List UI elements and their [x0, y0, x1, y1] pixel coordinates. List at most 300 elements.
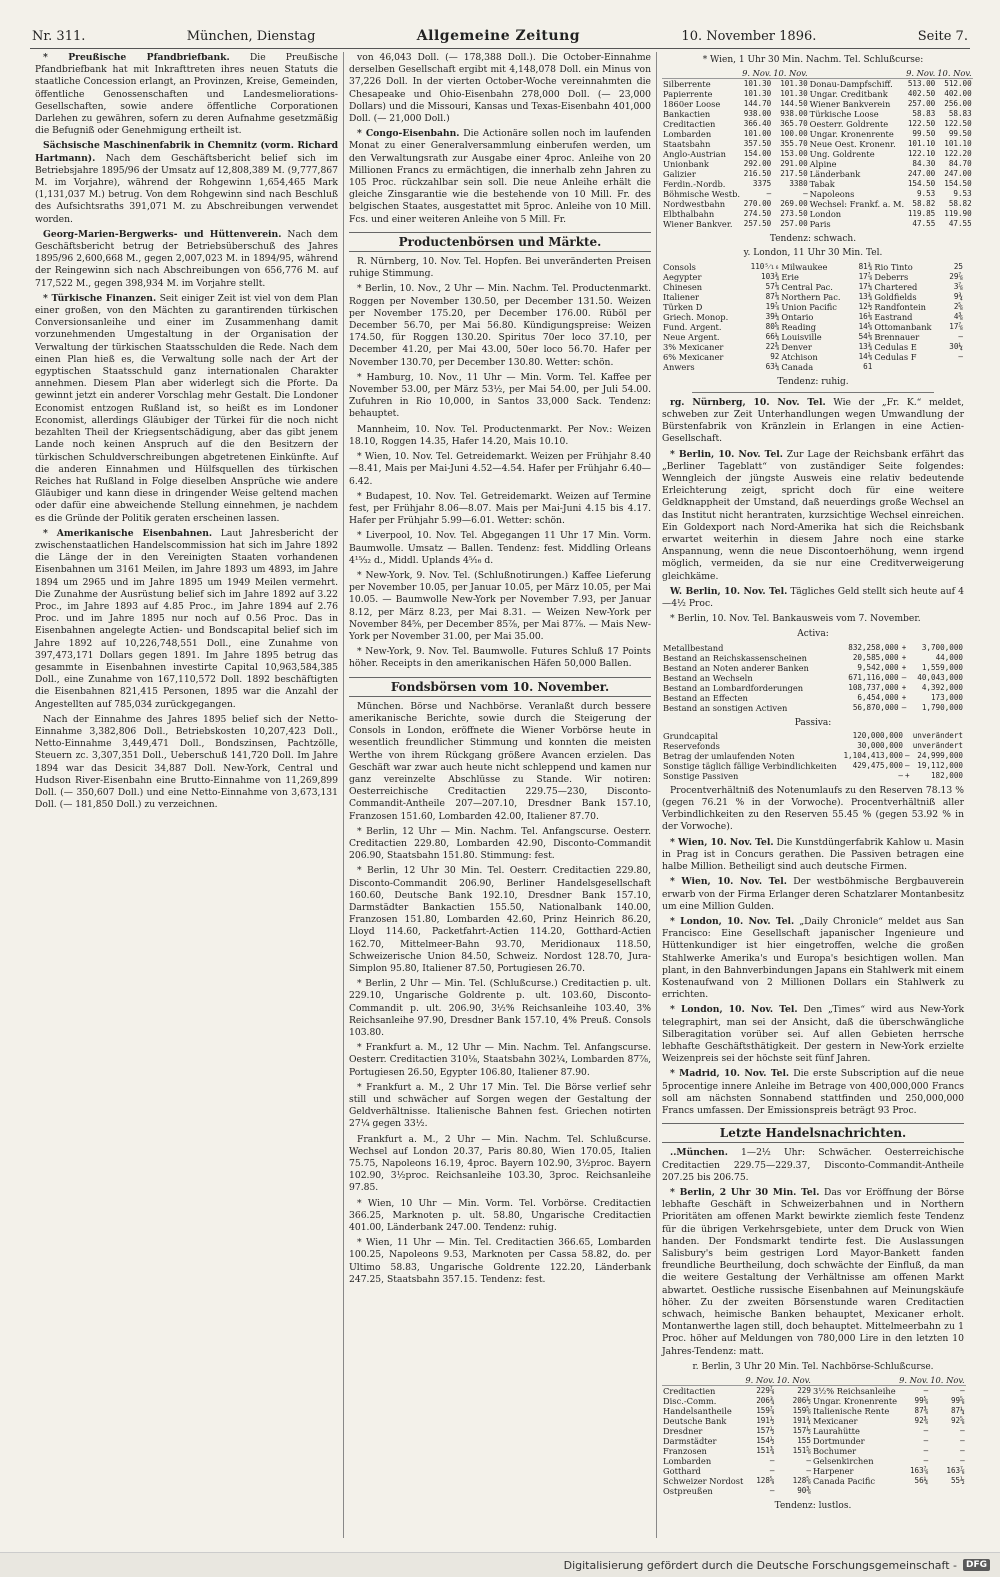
quote-value: —	[960, 1386, 965, 1396]
quote-value: —	[960, 1446, 965, 1456]
news-body: Die erste Subscription auf die neue 5procentige innere Anleihe im Betrage von 400,000,000 Francs soll am nächsten Sonnabend stattfinden und 250,000,000 Francs umfassen. Der Emissionspreis beträgt 93 Proc.	[662, 1068, 964, 1116]
quote-value: 128⅝	[756, 1476, 775, 1486]
passiva-label: Passiva:	[794, 717, 832, 728]
quote-value: —	[898, 770, 903, 780]
quote-value: 1,104,413,000	[843, 750, 903, 760]
table-row	[662, 292, 964, 302]
footer-bar	[0, 1552, 1000, 1577]
security-name: Darmstädter	[663, 1436, 717, 1447]
quote-value: —	[923, 1386, 929, 1396]
security-name: Chinesen	[663, 281, 703, 292]
news-body: „Daily Chronicle“ meldet aus San Francisco: Eine Gesellschaft japanischer Ingenieure und Hüttenkundiger ist hier eingetroffen, welche die großen Stahlwerke Amerika's und Europa's besichtigen wollen. Man plant, in den Bahnverbindungen Japans ein Stahlwerk mit einem Kostenaufwand von 2 Millionen Dollars ein Stahlwerk zu errichten.	[662, 915, 965, 1001]
table-row	[662, 1416, 966, 1426]
quote-value: 159⅞	[756, 1406, 775, 1416]
table-row	[662, 751, 964, 761]
table-row	[662, 1396, 966, 1406]
quote-value	[904, 731, 911, 741]
security-name: 1860er Loose	[663, 99, 721, 110]
table-row	[662, 139, 973, 149]
quote-value: 671,116,000	[848, 672, 899, 682]
quote-value: 101.30	[780, 79, 808, 89]
quote-value: 101.30	[743, 79, 772, 89]
quote-value: 157½	[756, 1426, 775, 1436]
security-name: Wiener Bankverein	[809, 99, 891, 110]
quote-value: 154.50	[944, 179, 972, 189]
quote-value: 270.00	[743, 199, 772, 209]
article-lead: * Congo-Eisenbahn.	[357, 128, 460, 140]
report-item: München. Börse und Nachbörse. Veranlaßt durch bessere amerikanische Berichte, sowie durch die Steigerung der Consols in London, eröffnete die Wiener Vorbörse heute in wesentlich freundlicher Stimmung und konnten die meisten Werthe von ihrem Rückgang größere Avancen erzielen. Das Geschäft war zwar auch heute nicht schleppend und kamen nur ganz vereinzelte Abschlüsse zu Stande. Wir notiren: Oesterreichische Creditactien 229.75—230, Disconto-Commandit-Antheile 207—207.10, Dresdner Bank 157.10, Franzosen 151.60, Lombarden 42.00, Italiener 87.70.	[349, 700, 651, 822]
table-row	[662, 1386, 966, 1397]
table-header-row	[662, 1375, 966, 1386]
article-body: Die Preußische Pfandbriefbank hat mit Inkrafttreten ihres neuen Statuts die staatliche Concession erlangt, an Provinzen, Kreise, Gemeinden, öffentliche Genossenschaften und Landesmeliorations-Gesellschaften, sowie andere öffentliche Corporationen Darlehen zu gewähren, sofern zu deren Aufnahme gesetzmäßig die Befugniß oder Genehmigung ertheilt ist.	[35, 52, 338, 137]
report-item: * New-York, 9. Nov. Tel. (Schlußnotirungen.) Kaffee Lieferung per November 10.05, per Januar 10.05, per März 10.05, per Mai 10.05. — Baumwolle New-York per November 7.93, per Januar 8.12, per März 8.23, per Mai 8.31. — Weizen New-York per November 84⅝, per December 85⅞, per Mai 87⅞. — Mais New-York per November 31.00, per Mai 35.00.	[349, 569, 651, 642]
table-row	[662, 673, 964, 683]
table-row	[662, 731, 964, 741]
security-name: Goldfields	[874, 291, 917, 302]
quote-value: 365.70	[780, 119, 808, 129]
quote-value: 159⅝	[792, 1406, 811, 1416]
security-name: Denver	[781, 341, 812, 352]
quote-value: 29⅞	[949, 271, 963, 281]
security-name: 3½% Reichsanleihe	[812, 1386, 896, 1397]
quote-value: 17¼	[858, 281, 873, 291]
security-name: Union Pacific	[781, 301, 837, 312]
quote-value: 57⅛	[765, 281, 780, 291]
quote-value: 101.30	[780, 89, 808, 99]
security-name: Tabak	[809, 179, 835, 190]
quote-value: 101.10	[944, 139, 972, 149]
quote-value: 47.55	[912, 219, 936, 229]
quote-value: —	[905, 750, 910, 760]
security-name: Napoleons	[809, 189, 855, 200]
article-lead: Georg-Marien-Bergwerks- und Hüttenverein.	[43, 228, 282, 240]
security-name: Anwers	[663, 361, 695, 372]
security-name: Bestand an Lombardforderungen	[663, 682, 804, 693]
table-row	[662, 352, 964, 362]
report-item: * Hamburg, 10. Nov., 11 Uhr — Min. Vorm. Tel. Kaffee per November 53.00, per März 53½, per Mai 54.00, per Juli 54.00. Zufuhren in Rio 10,000, in Santos 33,000 Sack. Tendenz: behauptet.	[349, 371, 651, 420]
quote-value: 206¾	[756, 1396, 775, 1406]
security-name: Gotthard	[663, 1466, 701, 1477]
quote-value: 13¾	[858, 341, 873, 351]
quote-value: 100.00	[780, 129, 808, 139]
security-name: Deutsche Bank	[663, 1416, 727, 1427]
quote-value: 87¼	[950, 1406, 965, 1416]
quote-value: 366.40	[743, 119, 772, 129]
table-row	[662, 663, 964, 673]
security-name: Betrag der umlaufenden Noten	[663, 750, 795, 761]
quote-value: 247.00	[907, 169, 936, 179]
news-lead: * Berlin, 10. Nov. Tel.	[670, 448, 783, 460]
quote-value: 3380	[789, 179, 808, 189]
quote-value: —	[958, 351, 963, 361]
quote-value: —	[901, 702, 907, 712]
security-name: Rio Tinto	[874, 261, 913, 272]
quote-value: 39¼	[765, 311, 780, 321]
quote-value: +	[901, 642, 907, 652]
security-name: Creditactien	[663, 119, 716, 130]
column-1	[30, 52, 343, 1538]
security-name: 3% Mexicaner	[663, 341, 724, 352]
column-date: 10. Nov.	[773, 68, 808, 79]
quote-value	[898, 1486, 929, 1496]
table-row	[662, 771, 964, 781]
quote-value: 40,043,000	[917, 672, 963, 682]
quote-value: 24,999,000	[917, 750, 963, 760]
column-date	[809, 68, 905, 79]
security-name: Dortmunder	[812, 1436, 865, 1447]
quote-value: —	[806, 1456, 811, 1466]
table-row	[662, 1486, 966, 1496]
quote-value: 17⅞	[949, 321, 963, 331]
news-item	[662, 449, 964, 583]
quote-value: —	[905, 760, 910, 770]
quote-value: 151⅜	[756, 1446, 775, 1456]
quote-value: 144.50	[780, 99, 808, 109]
quote-value: 229	[797, 1386, 811, 1396]
page-number: Nr. 311.	[32, 29, 86, 44]
quote-value: 513.00	[907, 79, 936, 89]
quote-value: 257.00	[907, 99, 936, 109]
news-body: Die Kunstdüngerfabrik Kahlow u. Masin in Prag ist in Concurs gerathen. Die Passiven betragen eine halbe Million. Betheiligt sind auch deutsche Firmen.	[662, 836, 965, 873]
security-name: Donau-Dampfschiff.	[809, 79, 893, 90]
table-row	[662, 653, 964, 663]
article-body: Die Actionäre sollen noch im laufenden Monat zu einer Generalversammlung einberufen werden, um den Verwaltungsrath zur Ausgabe einer 4proc. Anleihe von 20 Millionen Francs zu ermächtigen, die innerhalb zehn Jahren zu 105 Proc. rückzahlbar sein soll. Die neue Anleihe erhält die gleiche Zinsgarantie wie die bestehende von 10 Mill. Fr. des belgischen Staates, ausgestattet mit 5proc. Anleihe von 10 Mill. Fcs. und einer weiteren Anleihe von 5 Mill. Fr.	[349, 128, 651, 225]
london-tendency: Tendenz: ruhig.	[777, 376, 849, 387]
table-row	[662, 189, 973, 199]
quote-value: 101.10	[907, 139, 936, 149]
quote-value: 13¾	[858, 291, 873, 301]
quote-value: 56,870,000	[852, 702, 899, 712]
quote-value	[929, 1486, 965, 1496]
column-date: 10. Nov.	[930, 1375, 965, 1386]
quote-value: 63¼	[765, 361, 780, 371]
security-name: Oesterr. Goldrente	[809, 119, 889, 130]
quote-value: 357.50	[743, 139, 772, 149]
quote-value: 110⁵⁄₁₆	[750, 261, 780, 271]
security-name	[812, 1486, 898, 1496]
quote-value: —	[960, 1436, 965, 1446]
table-row	[662, 1476, 966, 1486]
security-name: Alpine	[809, 159, 837, 170]
nachboerse-table	[662, 1375, 966, 1496]
security-name: Länderbank	[809, 169, 861, 180]
security-name: Disc.-Comm.	[663, 1396, 717, 1407]
news-lead: * Wien, 10. Nov. Tel.	[670, 876, 787, 888]
table-row	[662, 1446, 966, 1456]
table-row	[662, 342, 964, 352]
table-row	[662, 1456, 966, 1466]
article-body: Seit einiger Zeit ist viel von dem Plan einer großen, von den Mächten zu garantirenden türkischen Conversionsanleihe und einer im Zusammenhang damit vorzunehmenden Umgestaltung in der Organisation der Verwaltung der türkischen Staatsschulden die Rede. Nach dem einen Plan hieß es, die Verwaltung solle nach der Art der egyptischen Staatsschuld ganz internationalen Charakter annehmen. Diesem Plan aber widerlegt sich die Pforte. Da gewinnt jetzt ein anderer Vorschlag mehr Gestalt. Die Londoner Economist entzogen Rußland ist, so heißt es im Londoner Economist, allerdings Gläubiger der Türkei für die noch nicht bezahlten Theil der Kriegsentschädigung, aber das gibt jenem Lande noch keinen Anspruch auf die den Besitzern der türkischen Schuldverschreibungen abgetretenen Einkünfte. Auf die anderen Einnahmen und Hülfsquellen des türkischen Reiches hat Rußland in Folge dieselben Ansprüche wie andere Gläubiger und kann diese in dringender Weise geltend machen oder dafür eine abweichende Stellung einnehmen, je nachdem es die Gründe der Politik geraten erscheinen lassen.	[35, 292, 339, 524]
security-name: Böhmische Westb.	[663, 189, 741, 200]
quote-value: 87⅜	[914, 1406, 929, 1416]
quote-value: 154½	[756, 1436, 775, 1446]
aktiva-label: Activa:	[797, 629, 829, 640]
news-body: Den „Times“ wird aus New-York telegraphirt, man sei der Ansicht, daß die überschwängliche Silberagitation vorüber sei. Auf allen Gebieten herrsche lebhafte Geschäftsthätigkeit. Der gestern in New-York erzielte Weizenpreis sei der höchste seit fünf Jahren.	[662, 1004, 965, 1065]
table-row	[662, 149, 973, 159]
article-lead: * Amerikanische Eisenbahnen.	[43, 527, 213, 539]
column-date	[662, 1375, 744, 1386]
masthead	[30, 28, 970, 49]
security-name: Lombarden	[663, 129, 712, 140]
news-item	[662, 1004, 964, 1065]
article	[35, 140, 338, 225]
security-name: Ontario	[781, 311, 814, 322]
security-name: Anglo-Austrian	[663, 149, 726, 160]
news-item	[662, 1147, 964, 1184]
quote-value: 122.20	[944, 149, 972, 159]
report-item: * Frankfurt a. M., 2 Uhr 17 Min. Tel. Die Börse verlief sehr still und schwächer auf Sorgen wegen der Gestaltung der Geldverhältnisse. Italienische Bahnen fest. Griechen notirten 27¼ gegen 33½.	[349, 1081, 651, 1130]
issue-date: 10. November 1896.	[681, 29, 817, 44]
quote-value: 92	[770, 351, 780, 361]
quote-value: 9.53	[953, 189, 972, 199]
quote-value: 429,475,000	[852, 760, 903, 770]
quote-value: 2⅝	[953, 301, 963, 311]
table-row	[662, 262, 964, 272]
quote-value: —	[923, 1446, 929, 1456]
dfg-logo: DFG	[963, 1559, 990, 1571]
quote-value: 1,559,000	[921, 662, 963, 672]
column-3	[656, 52, 972, 1538]
security-name: Griech. Monop.	[663, 311, 729, 322]
quote-value: 217.50	[780, 169, 808, 179]
markets-list	[349, 256, 651, 671]
quote-value: 119.90	[944, 209, 972, 219]
quote-value: 47.55	[948, 219, 972, 229]
table-row	[662, 79, 973, 90]
report-item: * Wien, 10. Nov. Tel. Getreidemarkt. Weizen per Frühjahr 8.40—8.41, Mais per Mai-Juni 4.52—4.54. Hafer per Frühjahr 6.40—6.42.	[349, 451, 651, 487]
quote-value: 87⅛	[765, 291, 780, 301]
security-name: Brennauer	[874, 331, 920, 342]
table-row	[662, 282, 964, 292]
security-name: Cedulas F	[874, 351, 917, 362]
report-item: * Berlin, 12 Uhr 30 Min. Tel. Oesterr. Creditactien 229.80, Disconto-Commandit 206.90, Berliner Handelsgesellschaft 160.60, Deutsche Bank 192.10, Dresdner Bank 157.10, Darmstädter Bankactien 155.50, Nationalbank 140.00, Franzosen 151.80, Lombarden 42.60, Prinz Heinrich 86.20, Lloyd 114.60, Packetfahrt-Actien 114.20, Gotthard-Actien 162.70, Mittelmeer-Bahn 93.70, Meridionaux 118.50, Schweizerische Union 84.50, Schweiz. Nordost 128.70, Jura-Simplon 95.80, Italiener 87.50, Portugiesen 26.70.	[349, 865, 651, 975]
quote-value: 257.00	[780, 219, 808, 229]
security-name: Canada	[781, 361, 814, 372]
quote-value	[904, 741, 911, 751]
quote-value: 44,000	[935, 652, 963, 662]
security-name: Sonstige täglich fällige Verbindlichkeiten	[663, 760, 837, 771]
london-quotes-heading: y. London, 11 Uhr 30 Min. Tel.	[743, 248, 883, 259]
news-item	[662, 397, 964, 446]
report-item: * Berlin, 12 Uhr — Min. Nachm. Tel. Anfangscurse. Oesterr. Creditactien 229.80, Lombarden 42.90, Disconto-Commandit 206.90, Staatsbahn 151.80. Stimmung: fest.	[349, 825, 651, 862]
quote-value: 122.10	[907, 149, 936, 159]
quote-value: 938.00	[743, 109, 772, 119]
security-name: Metallbestand	[663, 642, 724, 653]
quote-value: 122.50	[907, 119, 936, 129]
article-congo	[349, 128, 651, 226]
quote-value: 14⅝	[858, 321, 873, 331]
quote-value: 3⅞	[953, 281, 963, 291]
table-row	[662, 312, 964, 322]
section-heading-products: Productenbörsen und Märkte.	[349, 232, 651, 252]
column-date: 9. Nov.	[906, 68, 936, 79]
news-lead: * Berlin, 2 Uhr 30 Min. Tel.	[670, 1186, 820, 1198]
quote-value: 3,700,000	[921, 642, 963, 652]
quote-value: 99.50	[948, 129, 972, 139]
quote-value: unverändert	[912, 730, 963, 740]
security-name: Neue Argent.	[663, 331, 720, 342]
table-row	[662, 322, 964, 332]
report-item: R. Nürnberg, 10. Nov. Tel. Hopfen. Bei unveränderten Preisen ruhige Stimmung.	[349, 256, 651, 280]
table-row	[662, 693, 964, 703]
quote-value: 247.00	[944, 169, 972, 179]
table-row	[662, 643, 964, 653]
quote-value: 154.00	[743, 149, 772, 159]
quote-value: 119.85	[907, 209, 936, 219]
quote-value: 30¼	[949, 341, 963, 351]
quote-value: 92⅝	[950, 1416, 965, 1426]
article-body: Nach der Einnahme des Jahres 1895 belief sich der Netto-Einnahme 3,382,806 Doll., Betriebskosten 10,207,423 Doll., Netto-Einnahme 3,449,471 Doll., Bondszinsen, Pachtzölle, Steuern zc. 3,307,351 Doll., Ueberschuß 141,720 Doll. Im Jahre 1894 war das Desicit 34,887 Doll. New-York, Central und Hudson River-Eisenbahn eine Brutto-Einnahme von 11,269,899 Doll. (— 350,607 Doll.) und eine Netto-Einnahme von 3,673,131 Doll. (— 181,850 Doll.) zu verzeichnen.	[35, 713, 338, 811]
security-name: Ferdin.-Nordb.	[663, 179, 726, 190]
quote-value: 55½	[950, 1476, 965, 1486]
quote-value: 1,790,000	[921, 702, 963, 712]
quote-value: +	[901, 662, 907, 672]
news-lead: W. Berlin, 10. Nov. Tel.	[670, 585, 788, 597]
column-date: 9. Nov.	[742, 68, 772, 79]
aktiva-table	[662, 643, 964, 713]
quote-value: —	[923, 1456, 929, 1466]
security-name: Türkische Loose	[809, 109, 879, 120]
table-row	[662, 109, 973, 119]
quote-value: 154.50	[907, 179, 936, 189]
quote-value: 54⅛	[858, 331, 873, 341]
quote-value: 512.00	[944, 79, 972, 89]
quote-value: 216.50	[743, 169, 772, 179]
quote-value: 191¾	[792, 1416, 811, 1426]
quote-value: 17⅞	[858, 271, 873, 281]
security-name: Louisville	[781, 331, 822, 342]
report-item: * Budapest, 10. Nov. Tel. Getreidemarkt. Weizen auf Termine fest, per Frühjahr 8.06—8.07. Mais per Mai-Juni 4.15 bis 4.17. Hafer per Frühjahr 5.99—6.01. Wetter: schön.	[349, 490, 651, 527]
article-body: Nach dem Geschäftsbericht belief sich im Betriebsjahre 1895/96 der Umsatz auf 12,808,389 M. (9,777,867 M. im Vorjahre), während der Rohgewinn 1,654,465 Mark (1,131,037 M.) betrug. Von dem Rohgewinn sind nach Beschluß des Aufsichtsraths 391,071 M. zu Abschreibungen verwendet worden.	[35, 152, 338, 225]
quote-value: 9,542,000	[857, 662, 899, 672]
quote-value: 103¾	[761, 271, 780, 281]
security-name: London	[809, 209, 842, 220]
quote-value: 191½	[756, 1416, 775, 1426]
quote-value: 19⅞	[765, 301, 780, 311]
news-lead: * London, 10. Nov. Tel.	[670, 1004, 798, 1016]
table-row	[662, 1466, 966, 1476]
quote-value: 84.70	[948, 159, 972, 169]
security-name: Lombarden	[663, 1456, 712, 1467]
quote-value: 84.30	[912, 159, 936, 169]
table-row	[662, 761, 964, 771]
quote-value: 101.30	[743, 89, 772, 99]
quote-value: 66¼	[765, 331, 780, 341]
security-name: Bestand an Noten anderer Banken	[663, 662, 809, 673]
report-item: * New-York, 9. Nov. Tel. Baumwolle. Futures Schluß 17 Points höher. Receipts in den amerikanischen Häfen 50,000 Ballen.	[349, 646, 651, 670]
security-name: Deberrs	[874, 271, 909, 282]
quote-value: 229⅞	[756, 1386, 775, 1396]
security-name: Türken D	[663, 301, 703, 312]
table-row	[662, 332, 964, 342]
quote-value: 4⅜	[953, 311, 963, 321]
london-quotes-table	[662, 262, 964, 372]
exchanges-list	[349, 701, 651, 1286]
quote-value: 22⅜	[765, 341, 780, 351]
nachboerse-heading: r. Berlin, 3 Uhr 20 Min. Tel. Nachbörse-Schlußcurse.	[692, 1361, 934, 1372]
quote-value: 182,000	[930, 770, 963, 780]
article	[35, 714, 338, 812]
paper-title: Allgemeine Zeitung	[416, 28, 581, 44]
quote-value: 108,737,000	[848, 682, 899, 692]
column-date: 9. Nov.	[745, 1375, 775, 1386]
funding-note: Digitalisierung gefördert durch die Deutsche Forschungsgemeinschaft -	[563, 1558, 957, 1572]
passiva-table	[662, 731, 964, 781]
quote-value: 120,000,000	[852, 730, 903, 740]
page-label: Seite 7.	[917, 29, 968, 44]
security-name: Atchison	[781, 351, 818, 362]
table-row	[662, 272, 964, 282]
article	[35, 52, 338, 137]
quote-value: 151⅝	[792, 1446, 811, 1456]
table-row	[662, 159, 973, 169]
security-name: Papierrente	[663, 89, 713, 100]
security-name: Ostpreußen	[663, 1486, 713, 1497]
quote-value: 99⅝	[914, 1396, 929, 1406]
report-item: * Wien, 10 Uhr — Min. Vorm. Tel. Vorbörse. Creditactien 366.25, Marknoten p. ult. 58.80, Ungarische Creditactien 401.00, Länderbank 247.00. Tendenz: ruhig.	[349, 1197, 651, 1234]
table-row	[662, 199, 973, 209]
news-item	[662, 586, 964, 610]
article	[35, 293, 338, 525]
quote-value: 155	[797, 1436, 811, 1446]
quote-value: 9¾	[953, 291, 963, 301]
table-row	[662, 362, 964, 372]
security-name: Nordwestbahn	[663, 199, 726, 210]
table-row	[662, 99, 973, 109]
quote-value: 163⅞	[909, 1466, 929, 1476]
article-lead: * Preußische Pfandbriefbank.	[43, 52, 230, 63]
table-header-row	[662, 68, 973, 79]
security-name: Neue Oest. Kronenr.	[809, 139, 896, 150]
security-name: Sonstige Passiven	[663, 770, 739, 781]
place-day: München, Dienstag	[186, 29, 316, 44]
wien-tendency: Tendenz: schwach.	[769, 234, 857, 245]
quote-value: —	[769, 1486, 775, 1496]
security-name: Franzosen	[663, 1446, 707, 1457]
security-name: Reservefonds	[663, 740, 720, 751]
report-item: * Liverpool, 10. Nov. Tel. Abgegangen 11 Uhr 17 Min. Vorm. Baumwolle. Umsatz — Ballen. Tendenz: fest. Middling Orleans 4¹⁵⁄₃₂ d., Middl. Uplands 4⁵⁄₁₆ d.	[349, 530, 651, 566]
security-name: Ungar. Creditbank	[809, 89, 888, 100]
news-lead: * London, 10. Nov. Tel.	[670, 915, 795, 927]
column-date	[662, 68, 741, 79]
report-item: Mannheim, 10. Nov. Tel. Productenmarkt. Per Nov.: Weizen 18.10, Roggen 14.35, Hafer 14.20, Mais 10.10.	[349, 423, 651, 447]
news-lead: rg. Nürnberg, 10. Nov. Tel.	[670, 396, 826, 408]
quote-value: 4,392,000	[921, 682, 963, 692]
quote-value: 92⅜	[914, 1416, 929, 1426]
table-row	[662, 1436, 966, 1446]
table-row	[662, 302, 964, 312]
table-row	[662, 1406, 966, 1416]
quote-value: 163⅞	[946, 1466, 965, 1476]
quote-value: —	[901, 672, 907, 682]
security-name: Bankactien	[663, 109, 711, 120]
bank-note: Procentverhältniß des Notenumlaufs zu den Reserven 78.13 % (gegen 76.21 % in der Vorwoche). Procentverhältniß aller Verbindlichkeiten zu den Reserven 55.45 % (gegen 53.92 % in der Vorwoche).	[662, 784, 964, 833]
table-row	[662, 703, 964, 713]
quote-value: 6,454,000	[857, 692, 899, 702]
quote-value: 128⅝	[792, 1476, 811, 1486]
table-row	[662, 129, 973, 139]
quote-value: —	[803, 189, 808, 199]
table-row	[662, 683, 964, 693]
quote-value: 938.00	[780, 109, 808, 119]
quote-value: —	[806, 1466, 811, 1476]
quote-value: 14⅛	[858, 351, 873, 361]
security-name: Reading	[781, 321, 817, 332]
security-name: Harpener	[812, 1466, 854, 1477]
quote-value: +	[901, 692, 907, 702]
news-body: Zur Lage der Reichsbank erfährt das „Berliner Tageblatt“ von zuständiger Seite folgendes: Wenngleich der jüngste Ausweis eine relativ bedeutende Erleichterung zeigt, spricht doch für eine weitere Geldknappheit der Umstand, daß neuerdings große Wechsel an das Institut nicht herantraten, kurzsichtige Wechsel einreichen. Ein Goldexport nach Nord-Amerika hat sich die Reichsbank erwartet weiterhin in diesem Jahre noch eine starke Anspannung, wenn die neue Discontoerhöhung, wenn irgend möglich, vermeiden, da sie nur eine Creditverweigerung gleichkäme.	[662, 448, 964, 582]
quote-value: —	[960, 1426, 965, 1436]
